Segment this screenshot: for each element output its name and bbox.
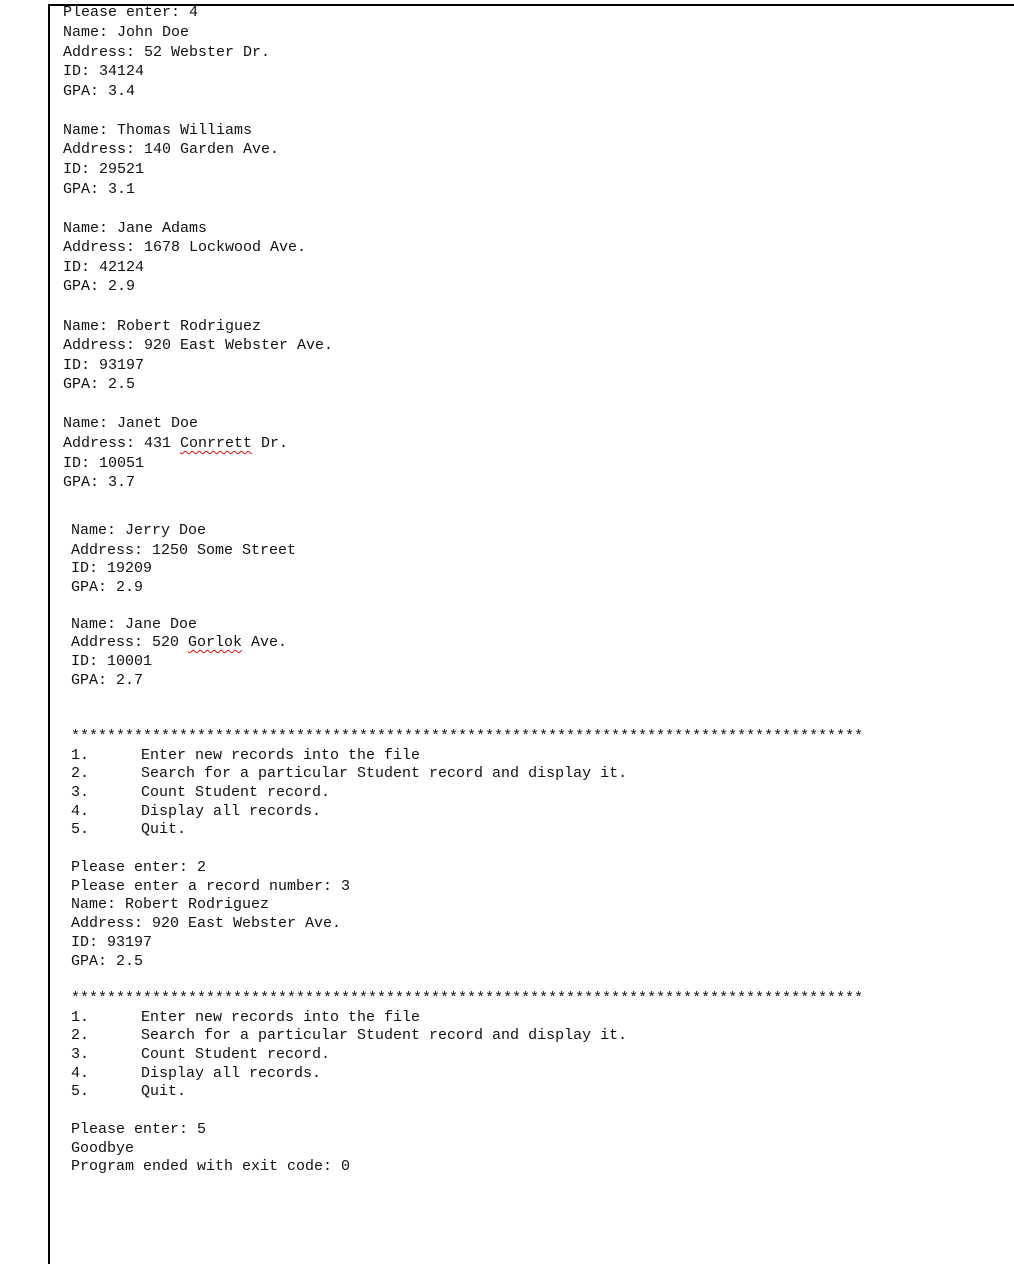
record-id: ID: 93197 — [63, 357, 145, 374]
record-name: Name: John Doe — [63, 24, 190, 41]
record-id: ID: 34124 — [63, 63, 145, 80]
menu-item: 2. Search for a particular Student record and display it. — [71, 1027, 628, 1044]
record-name: Name: Robert Rodriguez — [63, 318, 262, 335]
record-gpa: GPA: 2.9 — [71, 579, 144, 596]
record-name: Name: Thomas Williams — [63, 122, 253, 139]
record-name: Name: Jane Doe — [71, 616, 198, 633]
record-gpa: GPA: 2.7 — [71, 672, 144, 689]
record-gpa: GPA: 2.5 — [71, 953, 144, 970]
record-address: Address: 52 Webster Dr. — [63, 44, 271, 61]
spellcheck-flagged-word: Conrrett — [180, 435, 253, 452]
menu-item: 4. Display all records. — [71, 1065, 322, 1082]
goodbye-text: Goodbye — [71, 1140, 135, 1157]
record-name: Name: Robert Rodriguez — [71, 896, 270, 913]
prompt-line: Please enter: 5 — [71, 1121, 207, 1138]
menu-item: 5. Quit. — [71, 821, 187, 838]
menu-item: 1. Enter new records into the file — [71, 747, 421, 764]
record-name: Name: Jane Adams — [63, 220, 208, 237]
record-gpa: GPA: 3.7 — [63, 474, 136, 491]
record-name: Name: Jerry Doe — [71, 522, 207, 539]
record-address: Address: 920 East Webster Ave. — [63, 337, 334, 354]
record-address: Address: 140 Garden Ave. — [63, 141, 280, 158]
record-id: ID: 19209 — [71, 560, 153, 577]
spellcheck-flagged-word: Gorlok — [188, 634, 243, 651]
record-id: ID: 29521 — [63, 161, 145, 178]
prompt-line: Please enter: 2 — [71, 859, 207, 876]
record-id: ID: 42124 — [63, 259, 145, 276]
menu-item: 3. Count Student record. — [71, 1046, 331, 1063]
record-address: Address: 520 Gorlok Ave. — [71, 634, 288, 651]
record-id: ID: 10051 — [63, 455, 145, 472]
record-address: Address: 431 Conrrett Dr. — [63, 435, 289, 452]
record-gpa: GPA: 3.4 — [63, 83, 136, 100]
record-address: Address: 920 East Webster Ave. — [71, 915, 342, 932]
record-id: ID: 93197 — [71, 934, 153, 951]
exit-code-text: Program ended with exit code: 0 — [71, 1158, 351, 1175]
record-gpa: GPA: 3.1 — [63, 181, 136, 198]
menu-separator: **************************************************************************************** — [71, 728, 864, 745]
record-address: Address: 1678 Lockwood Ave. — [63, 239, 307, 256]
menu-item: 2. Search for a particular Student record and display it. — [71, 765, 628, 782]
menu-item: 5. Quit. — [71, 1083, 187, 1100]
record-gpa: GPA: 2.5 — [63, 376, 136, 393]
menu-item: 4. Display all records. — [71, 803, 322, 820]
record-gpa: GPA: 2.9 — [63, 278, 136, 295]
record-address: Address: 1250 Some Street — [71, 542, 297, 559]
prompt-line: Please enter: 4 — [63, 4, 199, 21]
record-name: Name: Janet Doe — [63, 415, 199, 432]
record-number-prompt: Please enter a record number: 3 — [71, 878, 351, 895]
menu-item: 1. Enter new records into the file — [71, 1009, 421, 1026]
menu-item: 3. Count Student record. — [71, 784, 331, 801]
record-id: ID: 10001 — [71, 653, 153, 670]
menu-separator: **************************************************************************************** — [71, 990, 864, 1007]
